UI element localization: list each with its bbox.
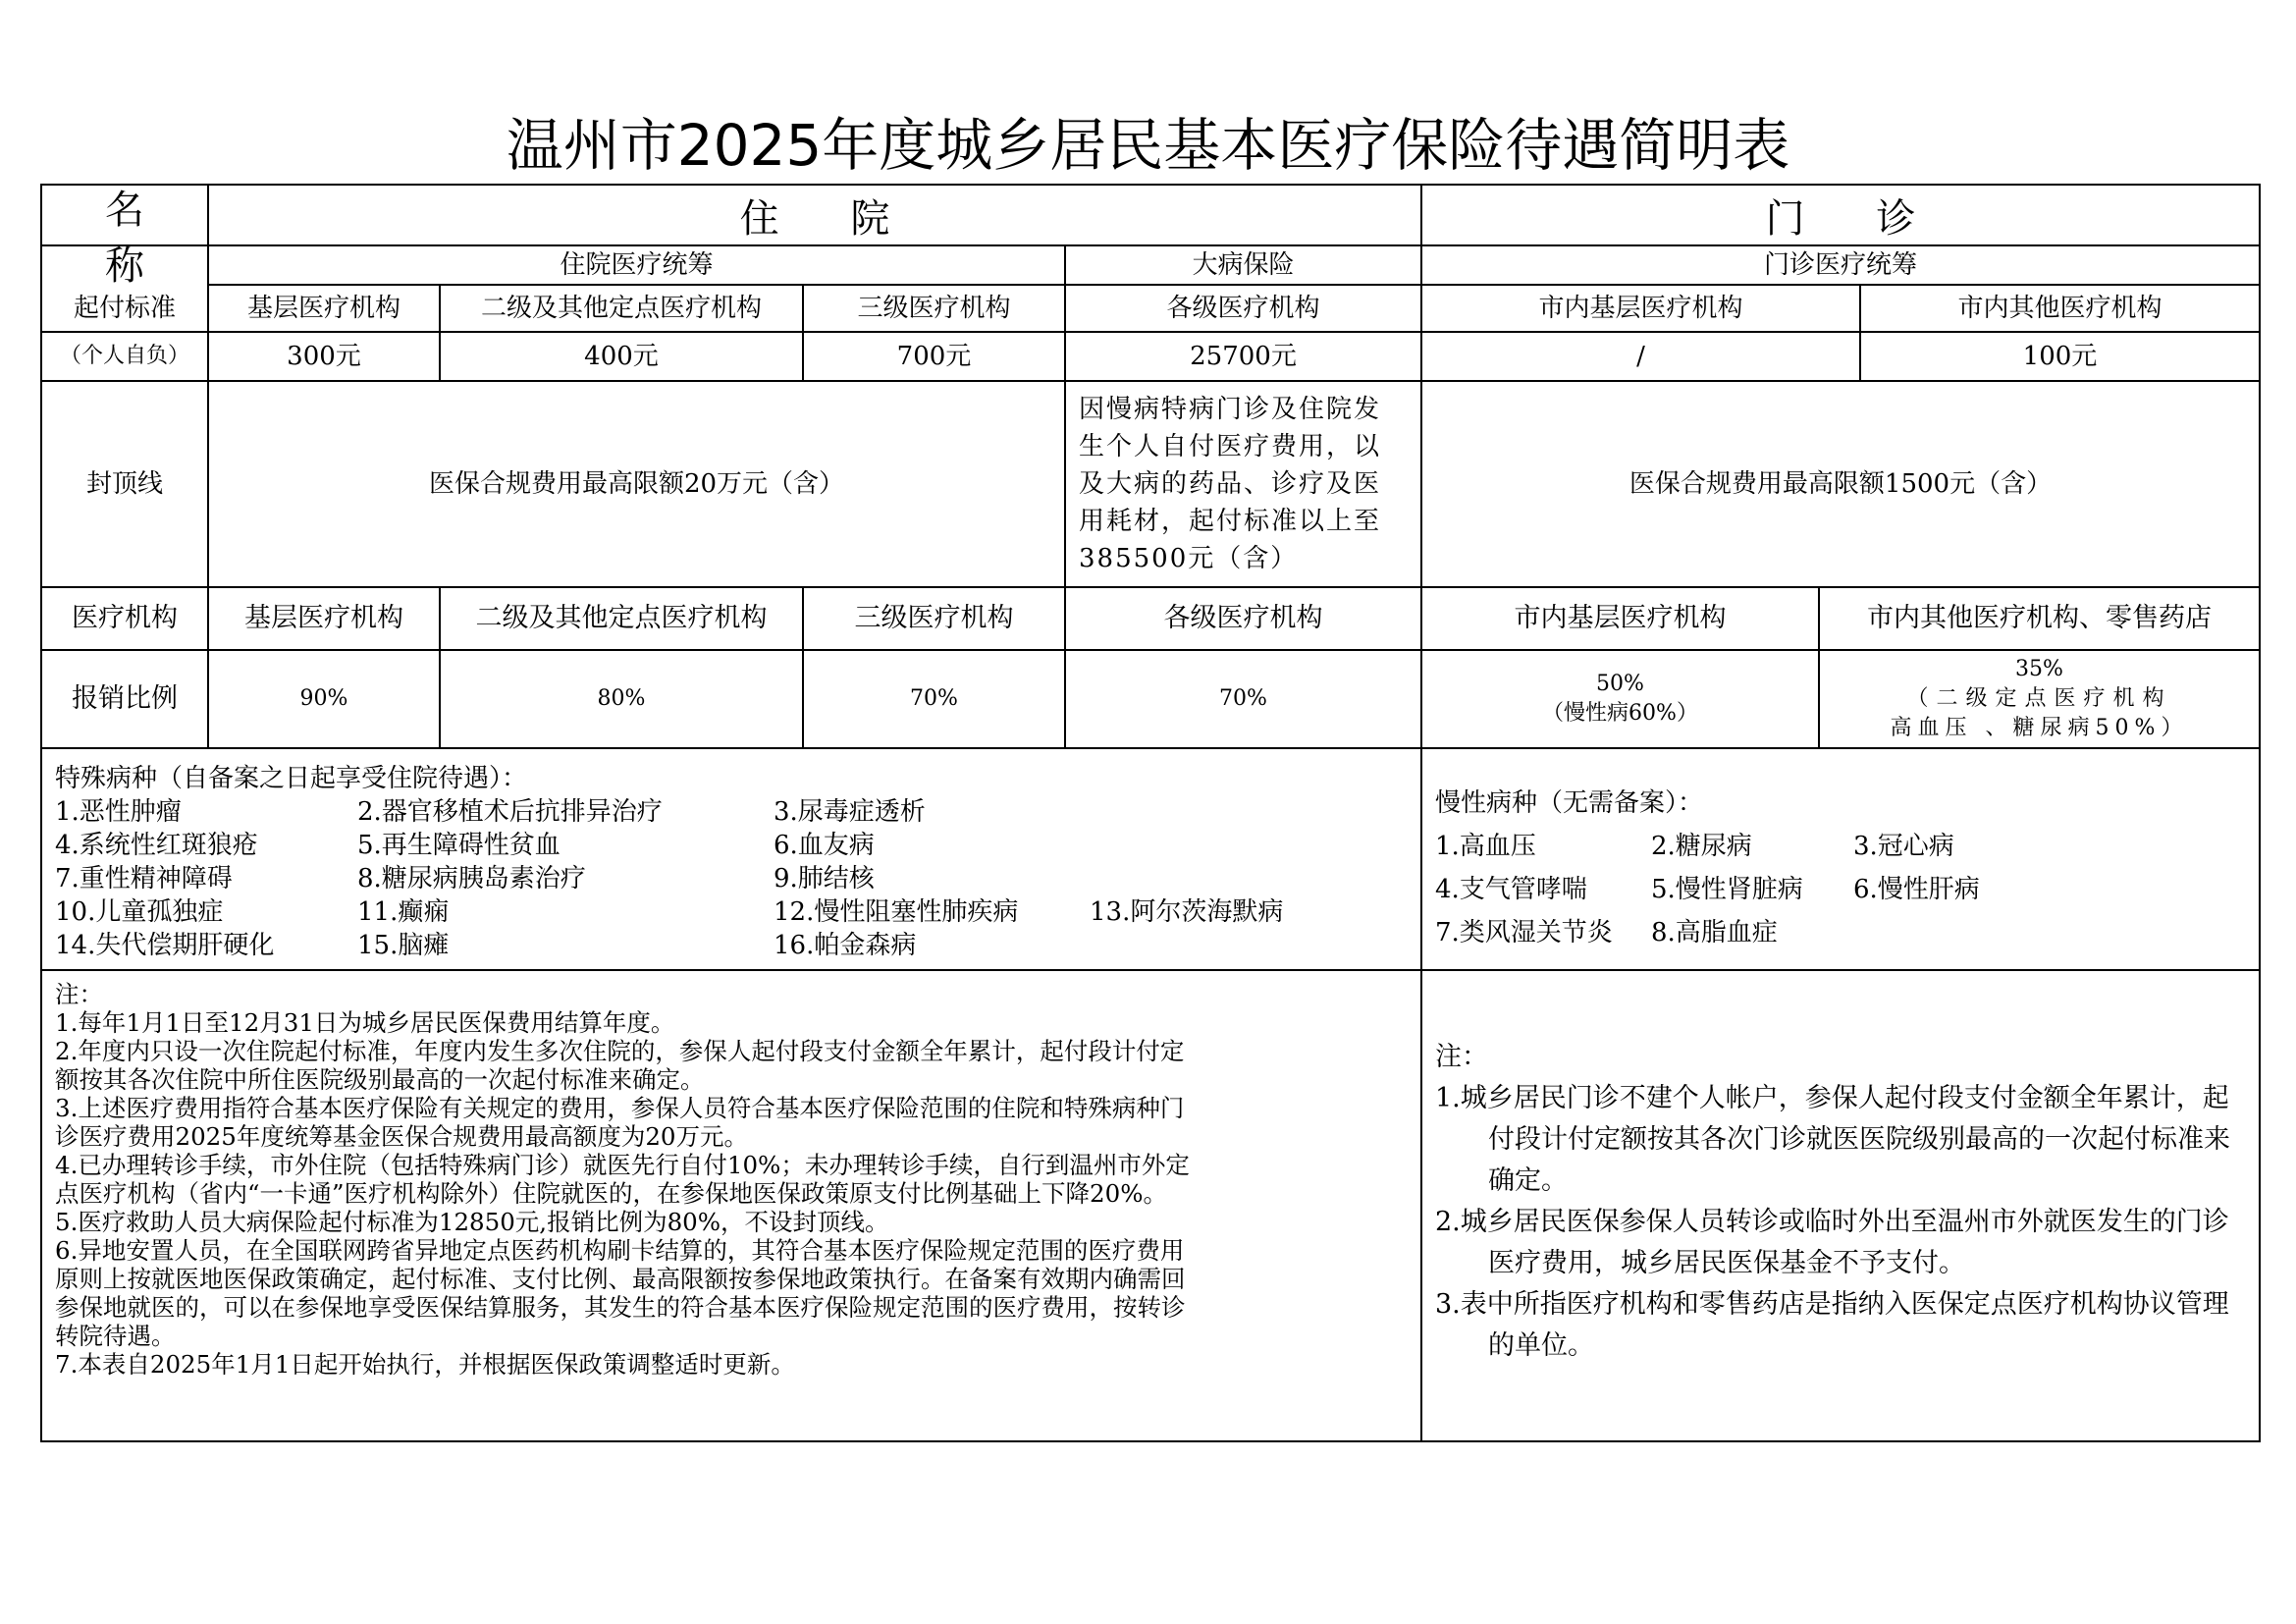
list-item — [55, 829, 1283, 862]
deductible-value: 25700元 — [1190, 342, 1297, 371]
note-line: 7.本表自2025年1月1日起开始执行，并根据医保政策调整适时更新。 — [55, 1350, 795, 1379]
cap-critical: 因慢病特病门诊及住院发生个人自付医疗费用，以及大病的药品、诊疗及医用耗材，起付标准以上至385500元（含） — [1079, 395, 1382, 573]
cap-inpatient: 医保合规费用最高限额20万元（含） — [428, 469, 845, 499]
disease-item: 4.支气管哮喘 — [1435, 875, 1587, 904]
deductible-value: 400元 — [584, 342, 659, 371]
chronic-diseases-heading: 慢性病种（无需备案）： — [1435, 788, 1704, 818]
note-line: 4.已办理转诊手续，市外住院（包括特殊病门诊）就医先行自付10%；未办理转诊手续，自行到温州市外定 — [55, 1151, 1190, 1179]
inpatient-pool-header: 住院医疗统筹 — [560, 250, 714, 280]
notes-left — [55, 980, 1190, 1379]
institution-item: 基层医疗机构 — [244, 603, 403, 633]
institution-item: 三级医疗机构 — [854, 603, 1014, 633]
deductible-value: 700元 — [896, 342, 972, 371]
institution-item: 各级医疗机构 — [1163, 603, 1323, 633]
disease-item: 3.冠心病 — [1853, 832, 1954, 861]
note-item: 2.城乡居民医保参保人员转诊或临时外出至温州市外就医发生的门诊医疗费用，城乡居民医保基金不予支付。 — [1435, 1207, 2229, 1278]
institution-item: 市内基层医疗机构 — [1514, 603, 1727, 633]
disease-item: 16.帕金森病 — [774, 931, 917, 960]
deductible-value: / — [1636, 342, 1645, 371]
institution-item: 市内其他医疗机构、零售药店 — [1867, 603, 2212, 633]
note-line: 1.每年1月1日至12月31日为城乡居民医保费用结算年度。 — [55, 1008, 675, 1037]
disease-item: 6.慢性肝病 — [1853, 875, 1980, 904]
outpatient-header: 门 诊 — [1765, 195, 1946, 242]
disease-item: 13.阿尔茨海默病 — [1090, 897, 1284, 927]
note-item: 1.城乡居民门诊不建个人帐户，参保人起付段支付金额全年累计，起付段计付定额按其各次门诊就医医院级别最高的一次起付标准来确定。 — [1435, 1083, 2230, 1196]
reimbursement-rate-note: （二级定点医疗机构 — [1906, 686, 2172, 711]
disease-item: 3.尿毒症透析 — [774, 797, 926, 827]
note-line: 原则上按就医地医保政策确定，起付标准、支付比例、最高限额按参保地政策执行。在备案有效期内确需回 — [55, 1265, 1186, 1293]
disease-item: 5.慢性肾脏病 — [1651, 875, 1803, 904]
disease-item: 2.器官移植术后抗排异治疗 — [357, 797, 663, 827]
reimbursement-rate: 35% — [2015, 657, 2063, 681]
note-line: 参保地就医的，可以在参保地享受医保结算服务，其发生的符合基本医疗保险规定范围的医疗费用，按转诊 — [55, 1293, 1186, 1322]
disease-item: 10.儿童孤独症 — [55, 897, 224, 927]
notes-heading: 注： — [55, 980, 103, 1008]
list-item — [1435, 868, 1980, 911]
deductible-value: 300元 — [287, 342, 361, 371]
deductible-institution: 二级及其他定点医疗机构 — [480, 294, 762, 323]
disease-item: 9.肺结核 — [774, 864, 875, 893]
disease-item: 5.再生障碍性贫血 — [357, 831, 561, 860]
reimbursement-value: 70% — [910, 686, 958, 711]
name-label: 名 称 — [105, 188, 174, 289]
reimbursement-outpatient-basic — [1421, 650, 1819, 748]
inpatient-header: 住 院 — [739, 195, 920, 242]
deductible-institution: 市内其他医疗机构 — [1957, 294, 2163, 323]
disease-item: 4.系统性红斑狼疮 — [55, 831, 258, 860]
cap-label: 封顶线 — [85, 469, 163, 499]
reimbursement-rate-note: （慢性病60%） — [1542, 701, 1698, 726]
note-item: 3.表中所指医疗机构和零售药店是指纳入医保定点医疗机构协议管理的单位。 — [1435, 1289, 2229, 1361]
notes-right — [1435, 1037, 2246, 1367]
deductible-institution: 基层医疗机构 — [246, 294, 400, 323]
critical-illness-header: 大病保险 — [1192, 250, 1295, 280]
disease-item: 15.脑瘫 — [357, 931, 450, 960]
outpatient-pool-header: 门诊医疗统筹 — [1763, 250, 1917, 280]
list-item — [1435, 911, 1980, 954]
reimbursement-outpatient-other — [1819, 650, 2260, 748]
reimbursement-value: 70% — [1219, 686, 1267, 711]
deductible-label: 起付标准 — [73, 294, 176, 323]
disease-item: 7.类风湿关节炎 — [1435, 918, 1613, 947]
special-diseases-heading: 特殊病种（自备案之日起享受住院待遇）： — [55, 764, 528, 793]
deductible-sublabel: （个人自负） — [59, 344, 189, 368]
list-item — [55, 862, 1283, 895]
chronic-diseases — [1435, 782, 1980, 954]
cap-outpatient: 医保合规费用最高限额1500元（含） — [1629, 469, 2053, 499]
disease-item: 2.糖尿病 — [1651, 832, 1752, 861]
disease-item: 14.失代偿期肝硬化 — [55, 931, 275, 960]
disease-item: 12.慢性阻塞性肺疾病 — [774, 897, 1019, 927]
reimbursement-rate-note: 高血压 、糖尿病50%） — [1890, 716, 2189, 740]
notes-heading: 注： — [1435, 1042, 1488, 1072]
note-line: 2.年度内只设一次住院起付标准，年度内发生多次住院的，参保人起付段支付金额全年累计，起付段计付定 — [55, 1037, 1185, 1065]
note-line: 转院待遇。 — [55, 1322, 176, 1350]
page-title: 温州市2025年度城乡居民基本医疗保险待遇简明表 — [506, 112, 1790, 179]
institution-item: 二级及其他定点医疗机构 — [475, 603, 768, 633]
note-line: 6.异地安置人员，在全国联网跨省异地定点医药机构刷卡结算的，其符合基本医疗保险规定范围的医疗费用 — [55, 1236, 1185, 1265]
note-line: 诊医疗费用2025年度统筹基金医保合规费用最高额度为20万元。 — [55, 1122, 749, 1151]
note-line: 3.上述医疗费用指符合基本医疗保险有关规定的费用，参保人员符合基本医疗保险范围的住院和特殊病种门 — [55, 1094, 1185, 1122]
deductible-value: 100元 — [2022, 342, 2098, 371]
reimbursement-value: 90% — [299, 686, 348, 711]
note-line: 点医疗机构（省内“一卡通”医疗机构除外）住院就医的，在参保地医保政策原支付比例基础上下降20%。 — [55, 1179, 1168, 1208]
disease-item: 11.癫痫 — [357, 897, 450, 927]
disease-item: 8.高脂血症 — [1651, 918, 1778, 947]
note-line: 5.医疗救助人员大病保险起付标准为12850元,报销比例为80%，不设封顶线。 — [55, 1208, 889, 1236]
reimbursement-value: 80% — [597, 686, 646, 711]
disease-item: 8.糖尿病胰岛素治疗 — [357, 864, 586, 893]
disease-item: 1.恶性肿瘤 — [55, 797, 182, 827]
list-item — [55, 895, 1283, 929]
note-line: 额按其各次住院中所住医院级别最高的一次起付标准来确定。 — [55, 1065, 705, 1094]
disease-item: 7.重性精神障碍 — [55, 864, 233, 893]
special-diseases — [55, 762, 1283, 962]
deductible-institution: 各级医疗机构 — [1166, 294, 1320, 323]
deductible-institution: 市内基层医疗机构 — [1538, 294, 1743, 323]
reimbursement-label: 报销比例 — [72, 683, 178, 714]
list-item — [55, 929, 1283, 962]
reimbursement-rate: 50% — [1596, 672, 1644, 696]
disease-item: 6.血友病 — [774, 831, 875, 860]
deductible-institution: 三级医疗机构 — [857, 294, 1011, 323]
list-item — [55, 795, 1283, 829]
disease-item: 1.高血压 — [1435, 832, 1536, 861]
institution-label: 医疗机构 — [72, 603, 178, 633]
list-item — [1435, 825, 1980, 868]
